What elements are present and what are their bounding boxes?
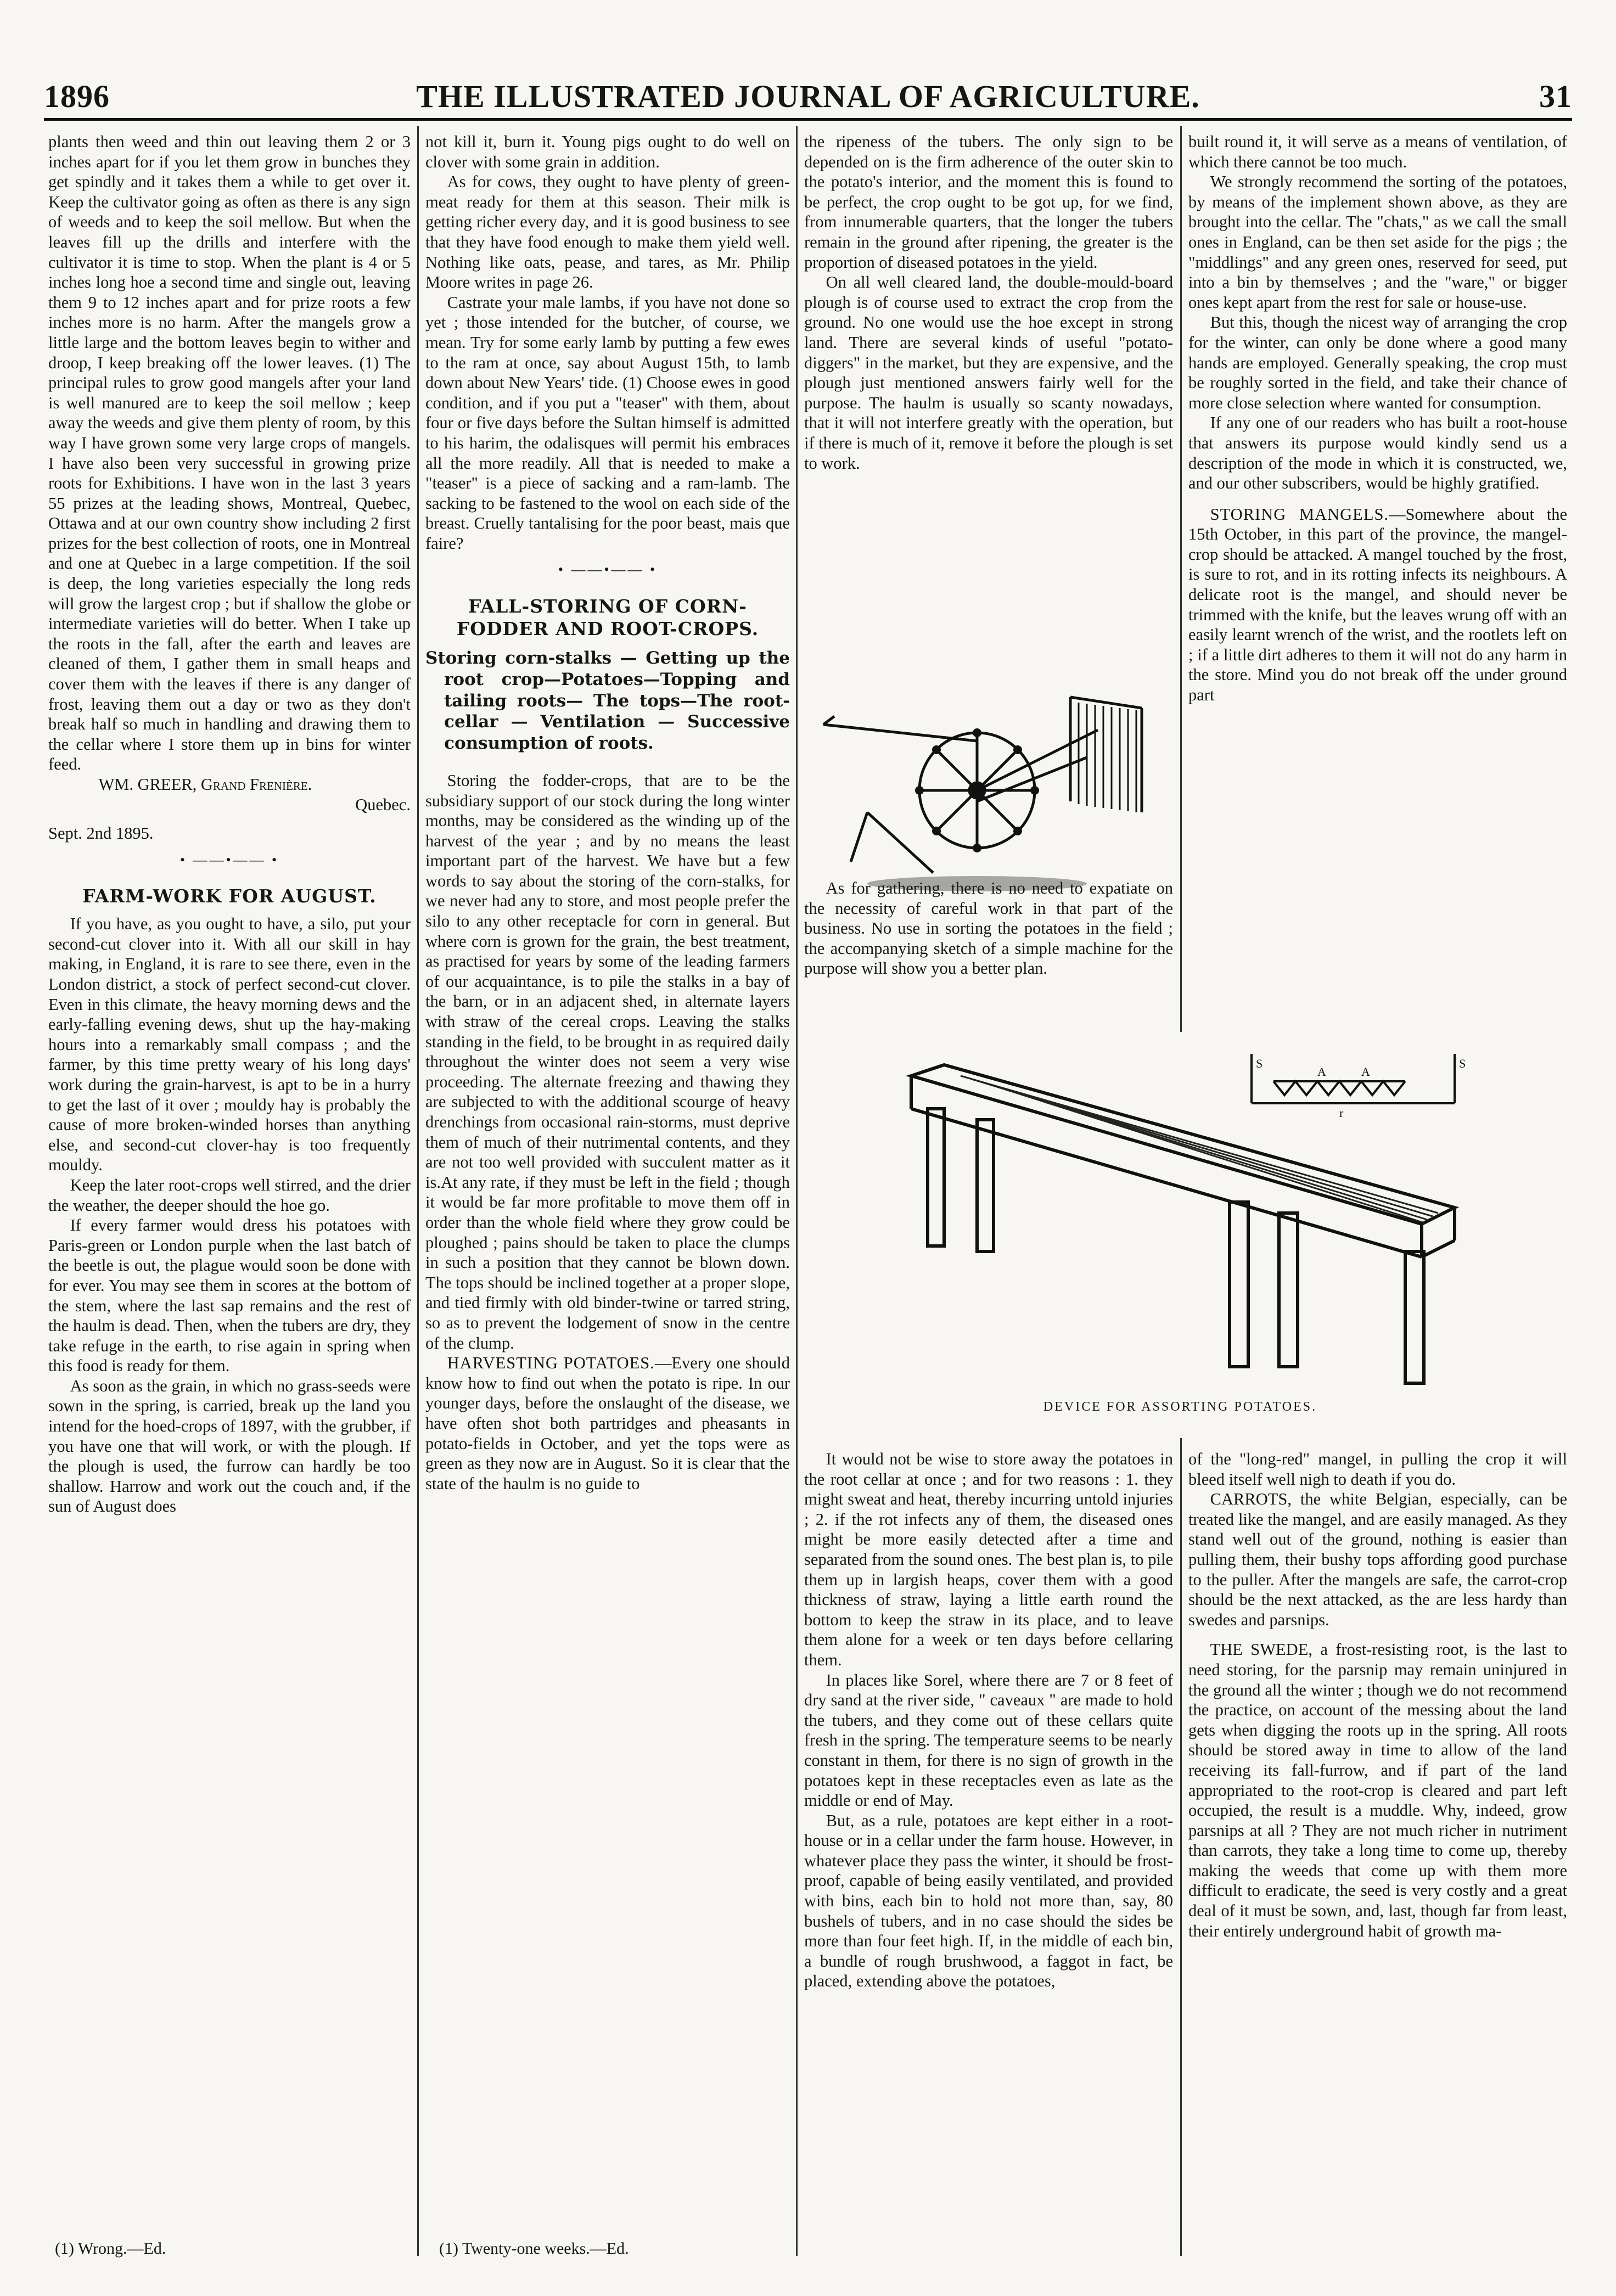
header-year: 1896 xyxy=(44,78,110,114)
paragraph: In places like Sorel, where there are 7 or 8 feet of dry sand at the river side, " caveaux " are made to hold the tubers, and they come out of these cellars quite fresh in the spring. The temperature seems to be nearly constant in them, for there is no sign of growth in the potatoes kept in these receptacles even as late as the middle or end of May. xyxy=(804,1670,1173,1810)
column-rule xyxy=(1180,1438,1182,2256)
inset-label: r xyxy=(1339,1106,1344,1120)
paragraph: If every farmer would dress his potatoes with Paris-green or London purple when the last batch of the beetle is out, the plague would soon be done with for ever. You may see them in scores at the bottom of the stem, where the last sap remains and the rest of the haulm is dead. Then, when the tubers are dry, they take refuge in the earth, to rise again in spring when this food is ready for them. xyxy=(48,1216,411,1376)
potato-sorting-device-illustration xyxy=(878,1043,1482,1394)
paragraph-text: —Every one should know how to find out when the potato is ripe. In our younger days, before the onslaught of the disease, we have often shot both partridges and pheasants in potato-fields in October, and yet the tops were as green as they now are in August. So it is clear that the state of the haulm is no guide to xyxy=(425,1354,790,1493)
column-rule xyxy=(796,126,798,2256)
paragraph: the ripeness of the tubers. The only sign to be depended on is the firm adherence of the outer skin to the potato's interior, and the moment this is found to be perfect, the crop ought to be got up, for we find, from innumerable quarters, that the longer the tubers remain in the ground after ripening, the greater is the proportion of diseased potatoes in the yield. xyxy=(804,132,1173,272)
running-header xyxy=(44,77,1572,121)
article-heading: FALL-STORING OF CORN-FODDER AND ROOT-CROPS. xyxy=(456,595,759,639)
paragraph: THE SWEDE, a frost-resisting root, is the last to need storing, for the parsnip may remain uninjured in the ground all the winter ; though we do not recommend the practice, on account of the messing about the land gets when digging the roots up in the spring. All roots should be stored away in time to allow of the land receiving its fall-furrow, and if part of the land appropriated to the root-crop is cleared and part left occupied, the result is a muddle. Why, indeed, grow parsnips at all ? They are not much richer in nutriment than carrots, they take a long time to come up, thereby making the weeds that come up with them more difficult to eradicate, the seed is very costly and a great deal of it must be sown, and, last, though far from least, their entirely underground habit of growth ma- xyxy=(1188,1640,1567,1940)
paragraph: It would not be wise to store away the potatoes in the root cellar at once ; and for two reasons : 1. they might sweat and heat, thereby incurring untold injuries ; 2. if the rot infects any of them, the diseased ones might be more easily detected after a time and separated from the sound ones. The best plan is, to pile them up in largish heaps, cover them with a good thickness of straw, laying a little earth round the bottom to keep the straw in its place, and to leave them alone for a week or ten days before cellaring them. xyxy=(804,1450,1173,1669)
figure-caption: DEVICE FOR ASSORTING POTATOES. xyxy=(1043,1400,1317,1414)
column-rule xyxy=(417,126,419,2256)
column-rule xyxy=(1180,126,1182,1032)
letter-date: Sept. 2nd 1895. xyxy=(48,824,154,843)
paragraph: not kill it, burn it. Young pigs ought to do well on clover with some grain in addition. xyxy=(425,132,790,171)
footnote: (1) Twenty-one weeks.—Ed. xyxy=(439,2239,629,2258)
paragraph xyxy=(425,1353,790,1494)
paragraph: As for cows, they ought to have plenty of green-meat ready for them at this season. Their milk is getting richer every day, and it is good business to see that they have food enough to make them yield well. Nothing like oats, pease, and tares, as Mr. Philip Moore writes in page 26. xyxy=(425,172,790,292)
inset-label: S xyxy=(1459,1057,1466,1070)
section-ornament: • ——•—— • xyxy=(558,562,658,578)
column-2 xyxy=(425,132,790,2196)
potato-digger-illustration xyxy=(812,675,1164,895)
header-page-number: 31 xyxy=(1539,78,1572,114)
header-title: THE ILLUSTRATED JOURNAL OF AGRICULTURE. xyxy=(416,78,1200,114)
paragraph: Keep the later root-crops well stirred, and the drier the weather, the deeper should the hoe go. xyxy=(48,1175,411,1215)
paragraph: If you have, as you ought to have, a silo, put your second-cut clover into it. With all our skill in hay making, in England, it is rare to see there, even in the London district, a stock of perfect second-cut clover. Even in this climate, the heavy morning dews and the early-falling evening dews, shut up the hay-making hours into a remarkably small compass ; and the farmer, by this time pretty weary of his long days' work during the grain-harvest, is apt to be in a hurry to get the last of it over ; mouldy hay is probably the cause of more broken-winded horses than anything else, and second-cut clover-hay is too frequently mouldy. xyxy=(48,914,411,1175)
column-4-lower xyxy=(1188,1449,1567,2261)
column-3-upper xyxy=(804,132,1173,714)
paragraph: Storing the fodder-crops, that are to be the subsidiary support of our stock during the long winter months, may be considered as the winding up of the harvest of the year ; and by no means the least important part of the harvest. We have but a few words to say about the storing of the corn-stalks, for we never had any to store, and most people prefer the silo to any other receptacle for corn in general. But where corn is grown for the grain, the best treatment, as practised for years by some of the leading farmers of our acquaintance, is to pile the stalks in a bay of the barn, or in an adjacent shed, in alternate layers with straw of the cereal crops. Leaving the stalks standing in the field, to be brought in as required daily throughout the winter does not seem a very wise proceeding. The alternate freezing and thawing they are subjected to with the additional scourge of heavy drenchings from occasional rain-storms, must deprive them of much of their nutrimental contents, and they are not too well provided with succulent matter as it is.At any rate, if they must be left in the field ; though it would be far more profitable to move them off in order than the whole field where they grow could be ploughed ; pains should be taken to place the clumps in such a position that they cannot be blown down. The tops should be inclined together at a proper slope, and tied firmly with old binder-twine or tarred string, so as to prevent the lodgement of snow in the centre of the clump. xyxy=(425,771,790,1352)
footnote: (1) Wrong.—Ed. xyxy=(55,2239,166,2258)
column-4-upper xyxy=(1188,132,1567,1037)
column-1 xyxy=(48,132,411,2196)
section-heading: FARM-WORK FOR AUGUST. xyxy=(82,885,377,907)
run-in-heading: STORING MANGELS. xyxy=(1210,504,1389,524)
paragraph: As for gathering, there is no need to expatiate on the necessity of careful work in that part of the business. No use in sorting the potatoes in the field ; the accompanying sketch of a simple machine for the purpose will show you a better plan. xyxy=(804,879,1173,978)
column-3-middle xyxy=(804,878,1173,1043)
inset-label: A xyxy=(1361,1065,1370,1079)
section-ornament: • ——•—— • xyxy=(179,851,279,868)
paragraph: Castrate your male lambs, if you have not done so yet ; those intended for the butcher, of course, we mean. Try for some early lamb by putting a few ewes to the ram at once, say about August 15th, to lamb down about New Years' tide. (1) Choose ewes in good condition, and if you put a "teaser" with them, about four or five days before the Sultan himself is admitted to his harim, the odalisques will permit his embraces all the more readily. All that is needed to make a "teaser" is a piece of sacking and a ram-lamb. The sacking to be fastened to the wool on each side of the breast. Cruelly tantalising for the poor beast, mais que faire? xyxy=(425,293,790,553)
paragraph: If any one of our readers who has built a root-house that answers its purpose would kindly send us a description of the mode in which it is constructed, we, and our other subscribers, would be highly gratified. xyxy=(1188,413,1567,493)
paragraph: plants then weed and thin out leaving them 2 or 3 inches apart for if you let them grow in bunches they get spindly and it takes them a while to get over it. Keep the cultivator going as often as there is any sign of weeds and to keep the soil mellow. But when the leaves fill up the drills and interfere with the cultivator it is time to stop. When the plant is 4 or 5 inches long hoe a second time and single out, leaving them 9 to 12 inches apart and for prize roots a few inches more is no harm. After the mangels grow a little large and the bottom leaves begin to wither and droop, I keep breaking off the lower leaves. (1) The principal rules to grow good mangels after your land is well manured are to keep the soil mellow ; keep away the weeds and give them plenty of room, by this way I have grown some very large crops of mangels. I have also been very successful in growing prize roots for Exhibitions. I have won in the last 3 years 55 prizes at the leading shows, Montreal, Quebec, Ottawa and at our own country show including 2 first prizes for the best collection of roots, one in Montreal and one at Quebec in a large competition. If the soil is deep, the long varieties especially the long reds will grow the largest crop ; but if shallow the globe or intermediate varieties will do better. When I take up the roots in the fall, after the earth and leaves are cleaned of them, I gather them in small heaps and cover them with the leaves if there is any danger of frost, leaving them out a day or two as they don't break half so much in handling and drawing them to the cellar where I store them up in bins for winter feed. xyxy=(48,132,411,774)
paragraph: As soon as the grain, in which no grass-seeds were sown in the spring, is carried, break up the land you intend for the hoed-crops of 1897, with the grubber, if you have one that will work, or with the plough. If the plough is used, the furrow can hardly be too shallow. Harrow and work out the couch and, if the sun of August does xyxy=(48,1376,411,1516)
paragraph: But this, though the nicest way of arranging the crop for the winter, can only be done where a good many hands are employed. Generally speaking, the crop must be roughly sorted in the field, and take their chance of more close selection where wanted for consumption. xyxy=(1188,313,1567,412)
paragraph: built round it, it will serve as a means of ventilation, of which there cannot be too much. xyxy=(1188,132,1567,171)
paragraph: of the "long-red" mangel, in pulling the crop it will bleed itself well nigh to death if you do. xyxy=(1188,1450,1567,1489)
paragraph: But, as a rule, potatoes are kept either in a root-house or in a cellar under the farm house. However, in whatever place they pass the winter, it should be frost-proof, capable of being easily ventilated, and provided with bins, each bin to hold not more than, say, 80 bushels of tubers, and in no case should the sides be more than four feet high. If, in the middle of each bin, a bundle of rough brushwood, a faggot in fact, be placed, extending above the potatoes, xyxy=(804,1811,1173,1991)
paragraph xyxy=(1188,504,1567,705)
paragraph: CARROTS, the white Belgian, especially, can be treated like the mangel, and are easily managed. As they stand well out of the ground, nothing is easier than pulling them, their bushy tops affording good purchase to the puller. After the mangels are safe, the carrot-crop should be the next attacked, as the are less hardy than swedes and parsnips. xyxy=(1188,1490,1567,1629)
paragraph-text: —Somewhere about the 15th October, in this part of the province, the mangel-crop should be attacked. A mangel touched by the frost, is sure to rot, and in its rotting infects its neighbours. A delicate root is the mangel, and should never be trimmed with the knife, but the leaves wrung off with an easily learnt wrench of the wrist, and the rootlets left on ; if a little dirt adheres to them it will not do any harm in the store. Mind you do not break off the under ground part xyxy=(1188,504,1567,705)
paragraph: We strongly recommend the sorting of the potatoes, by means of the implement shown above, as they are brought into the cellar. The "chats," as we call the small ones in England, can be then set aside for the pigs ; the "middlings" and any green ones, reserved for seed, put into a bin by themselves ; and the "ware," or bigger ones kept apart from the rest for sale or house-use. xyxy=(1188,172,1567,312)
signature-place: Quebec. xyxy=(355,795,411,814)
run-in-heading: HARVESTING POTATOES. xyxy=(447,1354,655,1373)
article-subheading: Storing corn-stalks — Getting up the root crop—Potatoes—Topping and tailing roots— The tops—The root-cellar — Ventilation — Successive consumption of roots. xyxy=(425,648,790,754)
inset-label: A xyxy=(1317,1065,1326,1079)
inset-label: S xyxy=(1256,1057,1263,1070)
paragraph: On all well cleared land, the double-mould-board plough is of course used to extract the crop from the ground. No one would use the hoe except in strong land. There are several kinds of useful "potato-diggers" in the market, but they are expensive, and the plough just mentioned answers fairly well for the purpose. The haulm is usually so scanty nowadays, that it will not interfere greatly with the operation, but if there is much of it, remove it before the plough is set to work. xyxy=(804,273,1173,473)
signature: WM. GREER, Grand Frenière. xyxy=(98,775,312,794)
column-3-lower xyxy=(804,1449,1173,2239)
